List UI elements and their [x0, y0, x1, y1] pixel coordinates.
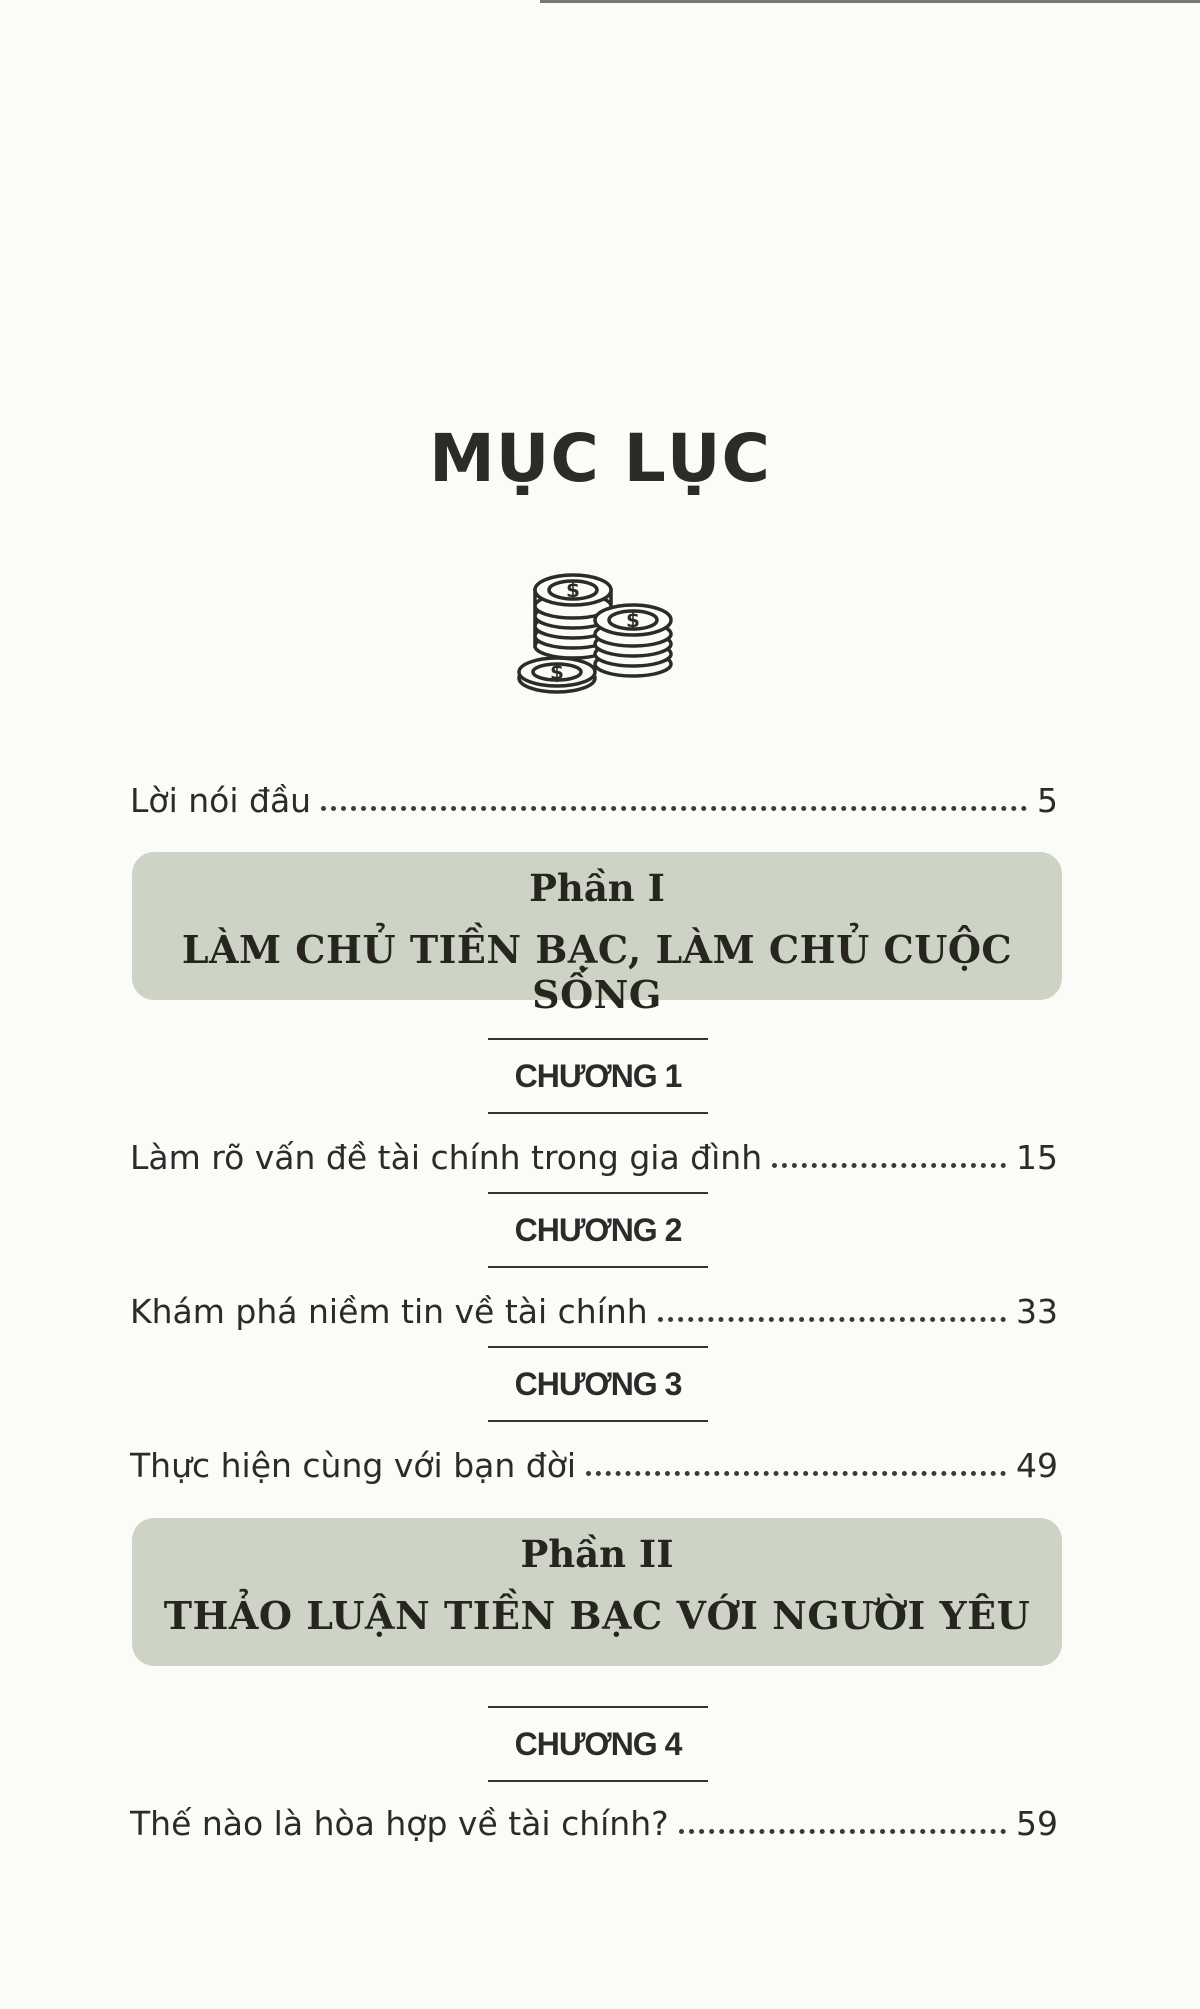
- chapter-3-heading: CHƯƠNG 3: [488, 1346, 708, 1422]
- toc-page-number: 59: [1016, 1804, 1058, 1843]
- svg-text:$: $: [626, 608, 640, 632]
- part-label: Phần I: [529, 866, 665, 910]
- toc-entry-label: Làm rõ vấn đề tài chính trong gia đình: [130, 1138, 763, 1177]
- toc-page-number: 5: [1037, 781, 1058, 820]
- toc-page-number: 49: [1016, 1446, 1058, 1485]
- toc-entry-label: Khám phá niềm tin về tài chính: [130, 1292, 648, 1331]
- dot-leader: [586, 1471, 1006, 1476]
- toc-entry-preface[interactable]: [130, 770, 1058, 820]
- toc-entry-label: Lời nói đầu: [130, 781, 312, 820]
- dot-leader: [321, 806, 1027, 811]
- toc-page-number: 33: [1016, 1292, 1058, 1331]
- dot-leader: [679, 1829, 1006, 1834]
- toc-entry-chapter-3[interactable]: [130, 1435, 1058, 1485]
- toc-entry-chapter-1[interactable]: [130, 1127, 1058, 1177]
- dot-leader: [658, 1317, 1006, 1322]
- svg-text:$: $: [566, 578, 580, 602]
- part-label: Phần II: [520, 1532, 674, 1576]
- part-title: LÀM CHỦ TIỀN BẠC, LÀM CHỦ CUỘC SỐNG: [181, 927, 1013, 1017]
- chapter-4-heading: CHƯƠNG 4: [488, 1706, 708, 1782]
- toc-entry-label: Thực hiện cùng với bạn đời: [130, 1446, 577, 1485]
- coin-stack-icon: [515, 568, 675, 698]
- page-edge-line: [540, 0, 1200, 3]
- toc-page-number: 15: [1016, 1138, 1058, 1177]
- toc-entry-chapter-2[interactable]: [130, 1281, 1058, 1331]
- toc-entry-chapter-4[interactable]: [130, 1793, 1058, 1843]
- part-1-banner: [132, 852, 1062, 1017]
- chapter-2-heading: CHƯƠNG 2: [488, 1192, 708, 1268]
- part-title: THẢO LUẬN TIỀN BẠC VỚI NGƯỜI YÊU: [163, 1593, 1031, 1638]
- chapter-1-heading: CHƯƠNG 1: [488, 1038, 708, 1114]
- part-2-banner: [132, 1518, 1062, 1666]
- dot-leader: [772, 1163, 1006, 1168]
- page-title: MỤC LỤC: [429, 420, 771, 497]
- svg-text:$: $: [550, 660, 564, 684]
- toc-entry-label: Thế nào là hòa hợp về tài chính?: [130, 1804, 669, 1843]
